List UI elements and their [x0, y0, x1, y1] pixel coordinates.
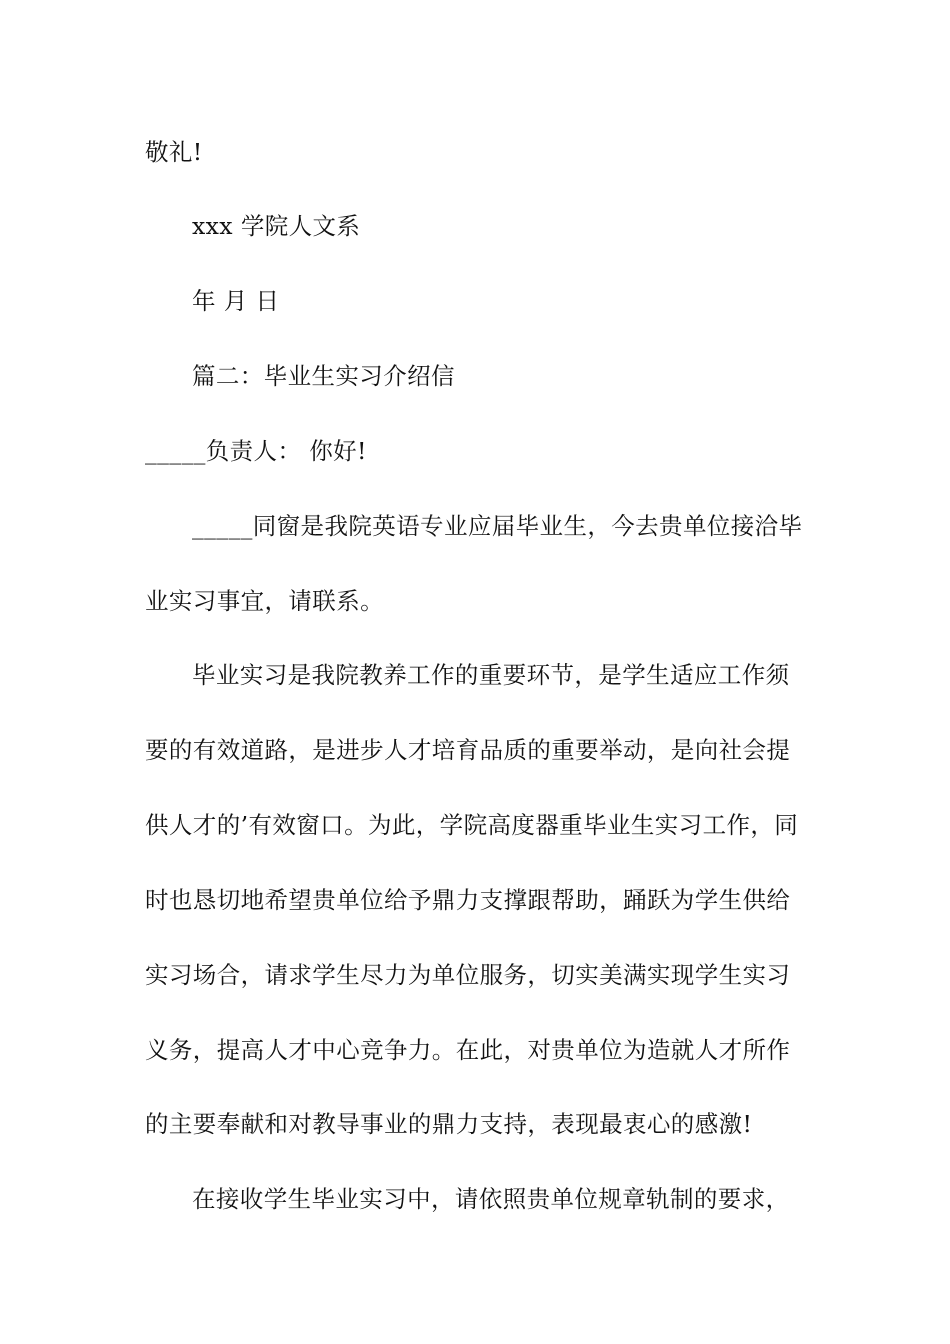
closing-salutation: 敬礼!	[145, 138, 203, 166]
section-heading: 篇二：毕业生实习介绍信	[192, 362, 455, 390]
paragraph-2-line-3: 供人才的’有效窗口。为此，学院高度器重毕业生实习工作，同	[145, 811, 799, 839]
paragraph-1-line-2: 业实习事宜，请联系。	[145, 587, 384, 615]
paragraph-2-line-4: 时也恳切地希望贵单位给予鼎力支撑跟帮助，踊跃为学生供给	[145, 886, 791, 914]
paragraph-2-line-6: 义务，提高人才中心竞争力。在此，对贵单位为造就人才所作	[145, 1036, 791, 1064]
paragraph-2-line-1: 毕业实习是我院教养工作的重要环节，是学生适应工作须	[192, 661, 790, 689]
paragraph-2-line-7: 的主要奉献和对教导事业的鼎力支持，表现最衷心的感激!	[145, 1110, 753, 1138]
signature-date: 年 月 日	[192, 287, 280, 315]
letter-greeting: _____负责人： 你好!	[145, 437, 367, 465]
signature-department: xxx 学院人文系	[192, 212, 361, 240]
paragraph-1-line-1: _____同窗是我院英语专业应届毕业生，今去贵单位接洽毕	[192, 512, 803, 540]
paragraph-2-line-2: 要的有效道路，是进步人才培育品质的重要举动，是向社会提	[145, 736, 791, 764]
paragraph-3-line-1: 在接收学生毕业实习中，请依照贵单位规章轨制的要求，	[192, 1185, 790, 1213]
paragraph-2-line-5: 实习场合，请求学生尽力为单位服务，切实美满实现学生实习	[145, 961, 791, 989]
